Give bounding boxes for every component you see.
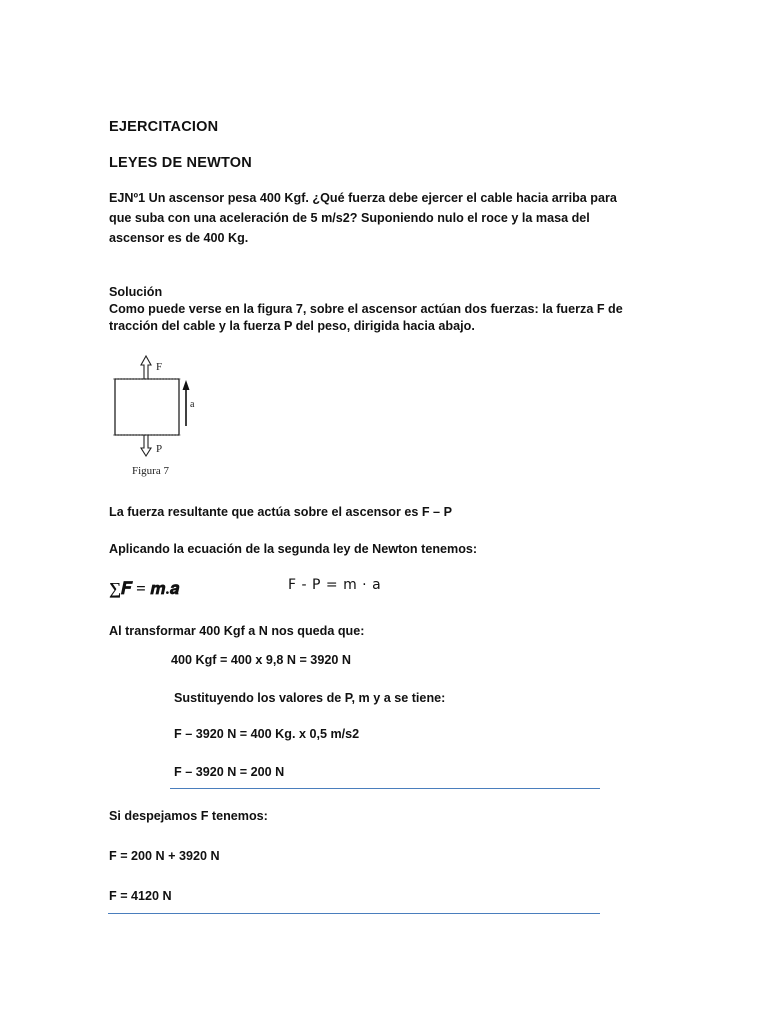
force-p-arrow (141, 435, 151, 456)
label-p: P (156, 443, 163, 455)
formula-f-minus-p: F - P = m · a (288, 577, 382, 593)
substituting-text: Sustituyendo los valores de P, m y a se tiene: (174, 691, 446, 705)
solution-block (109, 284, 709, 335)
label-a: a (190, 399, 195, 410)
final-result: F = 4120 N (109, 889, 172, 903)
divider-line-final (108, 913, 600, 914)
label-f: F (156, 361, 163, 373)
solve-for-f-text: Si despejamos F tenemos: (109, 809, 268, 823)
transform-text: Al transformar 400 Kgf a N nos queda que: (109, 624, 365, 638)
solution-label: Solución (109, 285, 163, 299)
elevator-box (115, 379, 179, 435)
step-3: F = 200 N + 3920 N (109, 849, 220, 863)
problem-line: ascensor es de 400 Kg. (109, 231, 249, 245)
step-2: F – 3920 N = 200 N (174, 765, 285, 779)
problem-line: que suba con una aceleración de 5 m/s2? Suponiendo nulo el roce y la masa del (109, 211, 590, 225)
solution-line: Como puede verse en la figura 7, sobre el ascensor actúan dos fuerzas: la fuerza F de (109, 302, 623, 316)
figure-caption: Figura 7 (132, 465, 169, 477)
step-1: F – 3920 N = 400 Kg. x 0,5 m/s2 (174, 727, 360, 741)
problem-statement (109, 188, 709, 248)
figure-7-diagram (108, 352, 218, 480)
conversion-line: 400 Kgf = 400 x 9,8 N = 3920 N (171, 653, 351, 667)
heading-ejercitacion: EJERCITACION (109, 119, 219, 135)
problem-line: EJNº1 Un ascensor pesa 400 Kgf. ¿Qué fuerza debe ejercer el cable hacia arriba para (109, 191, 617, 205)
force-f-arrow (141, 356, 151, 379)
applying-newton-text: Aplicando la ecuación de la segunda ley de Newton tenemos: (109, 542, 478, 556)
divider-line (170, 788, 600, 789)
formula-sum-f: ∑𝑭 = 𝒎.𝒂 (109, 579, 180, 598)
resultant-force-text: La fuerza resultante que actúa sobre el ascensor es F – P (109, 505, 452, 519)
solution-line: tracción del cable y la fuerza P del peso, dirigida hacia abajo. (109, 319, 475, 333)
heading-leyes-de-newton: LEYES DE NEWTON (109, 155, 252, 171)
